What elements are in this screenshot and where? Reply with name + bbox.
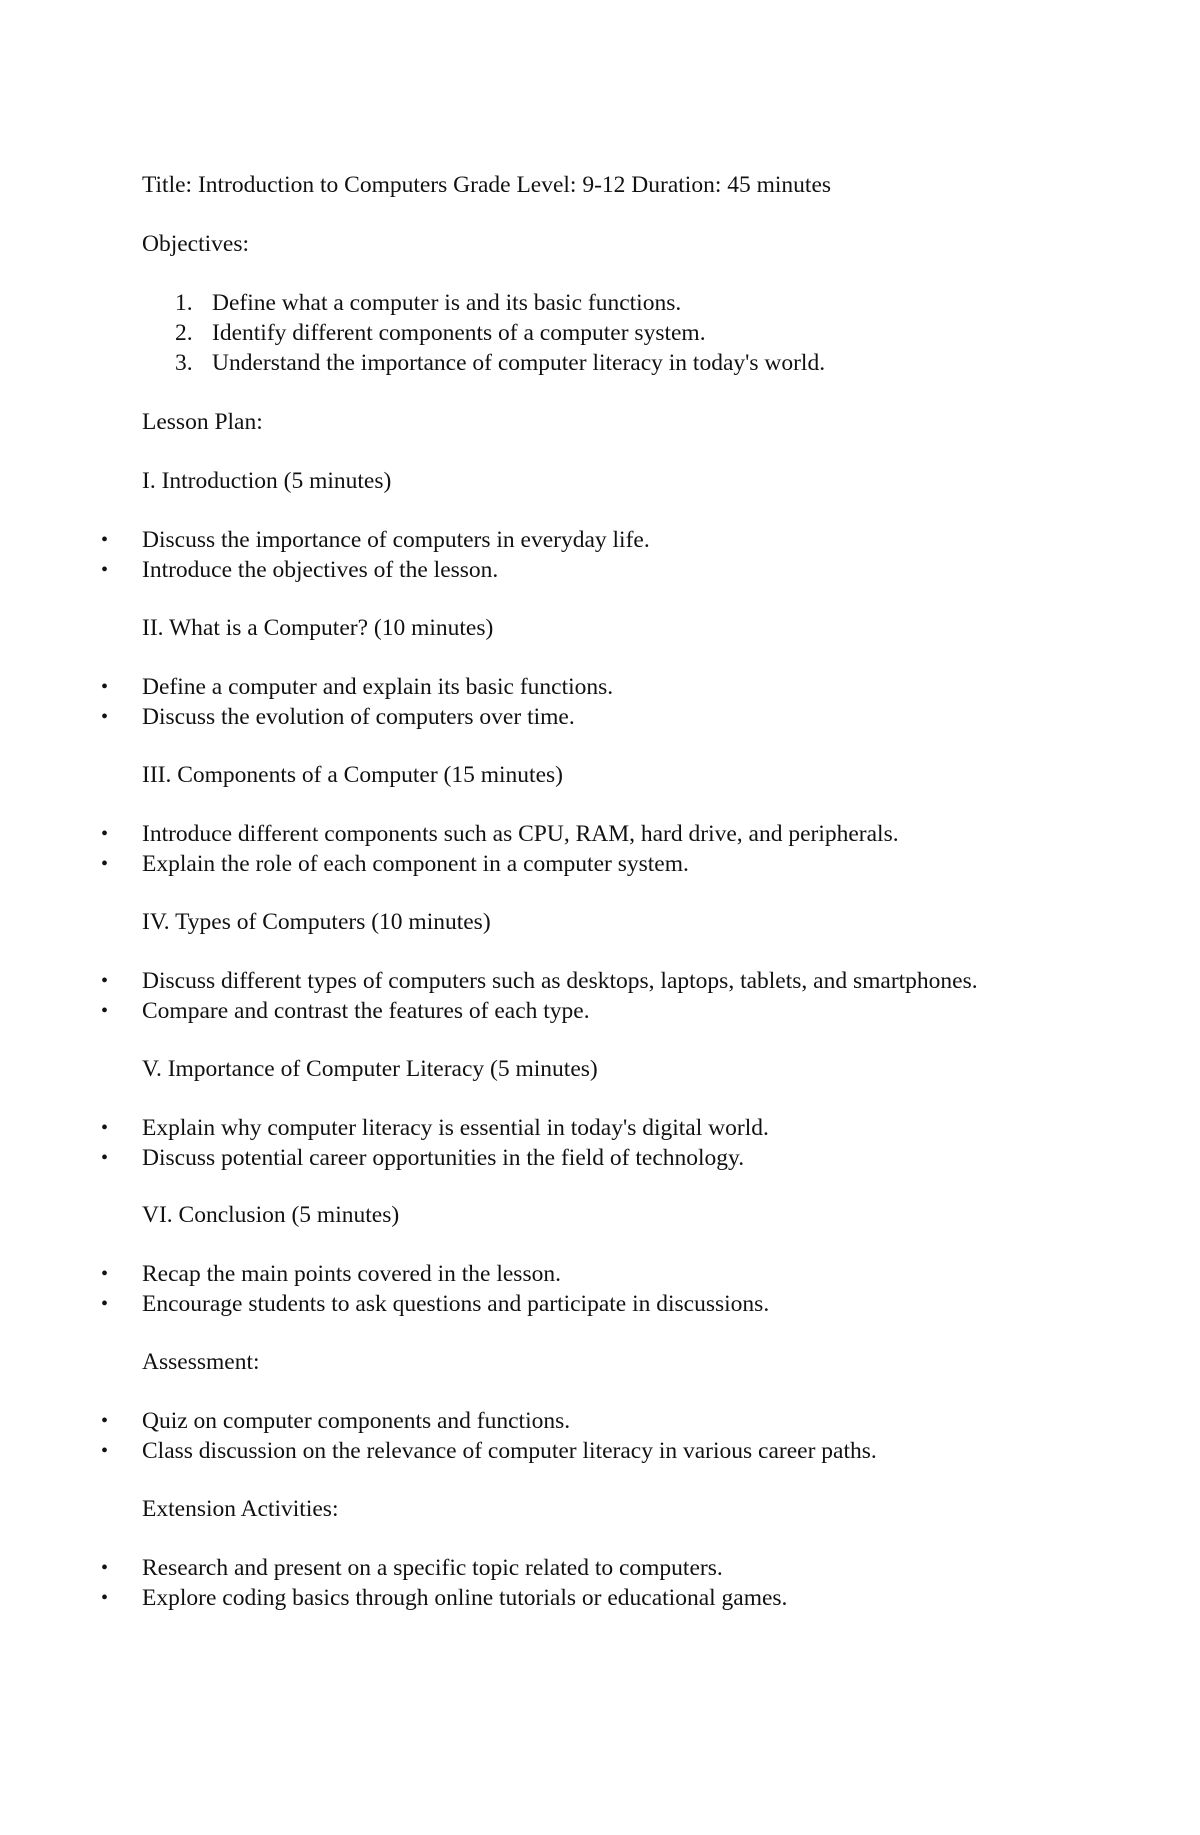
bullet-icon: •: [101, 823, 109, 845]
bullet-icon: •: [101, 676, 109, 698]
bullet-text: Recap the main points covered in the lesson.: [142, 1261, 561, 1287]
bullet-icon: •: [101, 529, 109, 551]
objectives-heading: Objectives:: [142, 231, 250, 257]
bullet-icon: •: [101, 1293, 109, 1315]
objective-text: Understand the importance of computer literacy in today's world.: [212, 350, 826, 376]
title-line: Title: Introduction to Computers Grade Level: 9-12 Duration: 45 minutes: [142, 172, 832, 198]
bullet-text: Discuss different types of computers such as desktops, laptops, tablets, and smartphones.: [142, 968, 978, 994]
section-heading: IV. Types of Computers (10 minutes): [142, 909, 491, 935]
objective-text: Define what a computer is and its basic functions.: [212, 290, 682, 316]
objective-number: 2.: [175, 320, 193, 346]
bullet-text: Research and present on a specific topic related to computers.: [142, 1555, 723, 1581]
bullet-text: Quiz on computer components and functions.: [142, 1408, 571, 1434]
bullet-icon: •: [101, 1587, 109, 1609]
section-heading: VI. Conclusion (5 minutes): [142, 1202, 400, 1228]
assessment-heading: Assessment:: [142, 1349, 260, 1375]
bullet-icon: •: [101, 970, 109, 992]
extension-heading: Extension Activities:: [142, 1496, 339, 1522]
bullet-text: Define a computer and explain its basic functions.: [142, 674, 614, 700]
bullet-text: Discuss the importance of computers in everyday life.: [142, 527, 650, 553]
lesson-plan-heading: Lesson Plan:: [142, 409, 263, 435]
bullet-text: Discuss the evolution of computers over time.: [142, 704, 575, 730]
bullet-icon: •: [101, 559, 109, 581]
bullet-icon: •: [101, 706, 109, 728]
objective-number: 3.: [175, 350, 193, 376]
bullet-icon: •: [101, 853, 109, 875]
objective-number: 1.: [175, 290, 193, 316]
bullet-text: Explore coding basics through online tutorials or educational games.: [142, 1585, 788, 1611]
bullet-text: Discuss potential career opportunities in the field of technology.: [142, 1145, 745, 1171]
bullet-icon: •: [101, 1440, 109, 1462]
bullet-text: Introduce the objectives of the lesson.: [142, 557, 499, 583]
section-heading: II. What is a Computer? (10 minutes): [142, 615, 494, 641]
bullet-text: Class discussion on the relevance of computer literacy in various career paths.: [142, 1438, 877, 1464]
section-heading: V. Importance of Computer Literacy (5 minutes): [142, 1056, 598, 1082]
bullet-icon: •: [101, 1557, 109, 1579]
bullet-icon: •: [101, 1000, 109, 1022]
bullet-icon: •: [101, 1410, 109, 1432]
bullet-text: Encourage students to ask questions and participate in discussions.: [142, 1291, 770, 1317]
section-heading: III. Components of a Computer (15 minutes): [142, 762, 563, 788]
bullet-icon: •: [101, 1117, 109, 1139]
section-heading: I. Introduction (5 minutes): [142, 468, 392, 494]
bullet-text: Introduce different components such as CPU, RAM, hard drive, and peripherals.: [142, 821, 899, 847]
bullet-icon: •: [101, 1147, 109, 1169]
objective-text: Identify different components of a computer system.: [212, 320, 706, 346]
bullet-text: Compare and contrast the features of each type.: [142, 998, 590, 1024]
bullet-text: Explain why computer literacy is essential in today's digital world.: [142, 1115, 769, 1141]
bullet-text: Explain the role of each component in a computer system.: [142, 851, 689, 877]
bullet-icon: •: [101, 1263, 109, 1285]
